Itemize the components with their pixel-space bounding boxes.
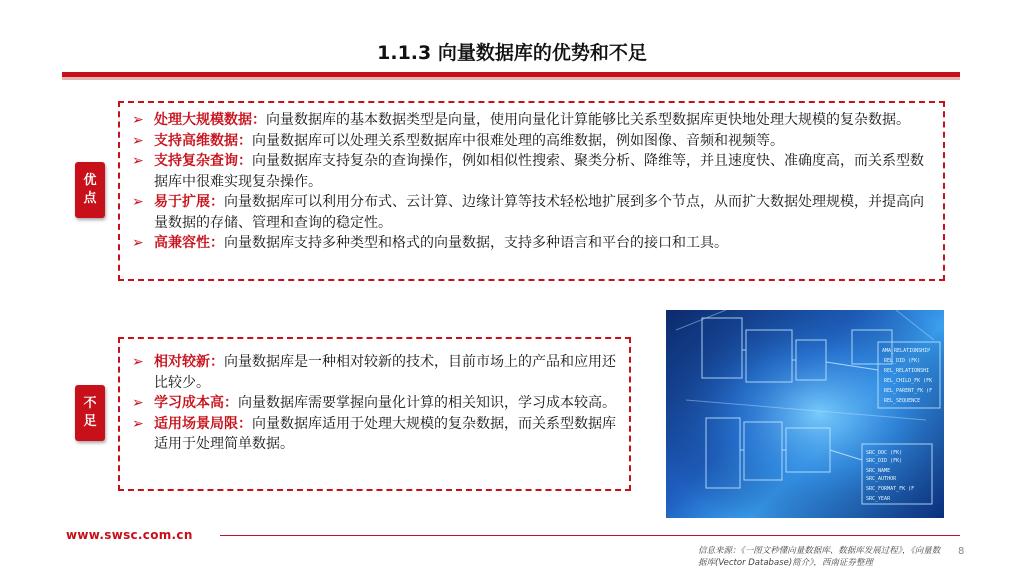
diagram-label: AMA_RELATIONSHIP xyxy=(882,348,931,354)
item-keyword: 处理大规模数据： xyxy=(154,112,266,128)
diagram-label: SRC_YEAR xyxy=(866,496,891,502)
item-text: 向量数据库支持多种类型和格式的向量数据，支持多种语言和平台的接口和工具。 xyxy=(224,235,728,251)
diagram-label: REL_CHILD_FK (FK xyxy=(884,378,933,384)
item-keyword: 支持高维数据： xyxy=(154,132,252,149)
list-item xyxy=(128,151,933,192)
item-text: 向量数据库是一种相对较新的技术，目前市场上的产品和应用还比较少。 xyxy=(154,354,616,391)
diagram-label: REL_PARENT_FK (F xyxy=(884,388,933,394)
diagram-label: SRC_DOC (FK) xyxy=(866,450,903,456)
database-diagram-art xyxy=(666,310,944,518)
footer-divider xyxy=(220,535,960,536)
diagram-label: SRC_NAME xyxy=(866,468,891,474)
advantages-tag-char: 点 xyxy=(83,191,97,206)
chevron-right-icon: ➢ xyxy=(132,354,144,370)
chevron-right-icon: ➢ xyxy=(132,235,144,251)
disadvantages-tag xyxy=(75,385,105,441)
website-url[interactable]: www.swsc.com.cn xyxy=(66,528,193,542)
item-text: 向量数据库可以处理关系型数据库中很难处理的高维数据，例如图像、音频和视频等。 xyxy=(252,132,784,149)
advantages-box xyxy=(118,101,945,281)
item-text: 向量数据库可以利用分布式、云计算、边缘计算等技术轻松地扩展到多个节点，从而扩大数据处理规模，并提高向量数据的存储、管理和查询的稳定性。 xyxy=(154,194,924,231)
item-text: 向量数据库需要掌握向量化计算的相关知识，学习成本较高。 xyxy=(238,395,616,411)
chevron-right-icon: ➢ xyxy=(132,132,144,149)
diagram-label: SRC_FORMAT_FK (F xyxy=(866,486,915,492)
item-text: 向量数据库的基本数据类型是向量，使用向量化计算能够比关系型数据库更快地处理大规模的复杂数据。 xyxy=(266,112,910,128)
diagram-label: REL_SEQUENCE xyxy=(884,398,921,404)
item-keyword: 高兼容性： xyxy=(154,235,224,251)
item-keyword: 适用场景局限： xyxy=(154,415,252,432)
chevron-right-icon: ➢ xyxy=(132,415,144,432)
chevron-right-icon: ➢ xyxy=(132,153,144,169)
list-item xyxy=(128,393,619,414)
chevron-right-icon: ➢ xyxy=(132,395,144,411)
database-diagram-image xyxy=(666,310,944,518)
chevron-right-icon: ➢ xyxy=(132,194,144,210)
item-keyword: 支持复杂查询： xyxy=(154,153,252,169)
advantages-tag-char: 优 xyxy=(83,173,97,188)
diagram-label: REL_DID (FK) xyxy=(884,358,921,364)
list-item xyxy=(128,414,619,455)
list-item xyxy=(128,131,933,152)
diagram-label: SRC_DID (FK) xyxy=(866,458,903,464)
page-title: 1.1.3 向量数据库的优势和不足 xyxy=(377,42,647,64)
advantages-tag xyxy=(75,162,105,218)
diagram-label: SRC_AUTHOR xyxy=(866,476,897,482)
list-item xyxy=(128,192,933,233)
list-item xyxy=(128,352,619,393)
disadvantages-tag-char: 足 xyxy=(83,414,97,429)
disadvantages-tag-char: 不 xyxy=(83,396,97,411)
disadvantages-box xyxy=(118,337,631,491)
page-number: 8 xyxy=(958,546,965,557)
item-keyword: 相对较新： xyxy=(154,354,224,370)
list-item xyxy=(128,110,933,131)
source-note: 信息来源：《一图文秒懂向量数据库、数据库发展过程》，《向量数据库(Vector Database)简介》，西南证券整理 xyxy=(698,546,941,568)
item-keyword: 易于扩展： xyxy=(154,194,224,210)
title-underline-shadow xyxy=(62,77,960,80)
diagram-label: REL_RELATIONSHI xyxy=(884,368,930,374)
item-keyword: 学习成本高： xyxy=(154,395,238,411)
chevron-right-icon: ➢ xyxy=(132,112,144,128)
item-text: 向量数据库支持复杂的查询操作，例如相似性搜索、聚类分析、降维等，并且速度快、准确度高，而关系型数据库中很难实现复杂操作。 xyxy=(154,153,924,190)
list-item xyxy=(128,233,933,254)
item-text: 向量数据库适用于处理大规模的复杂数据，而关系型数据库适用于处理简单数据。 xyxy=(154,415,616,452)
